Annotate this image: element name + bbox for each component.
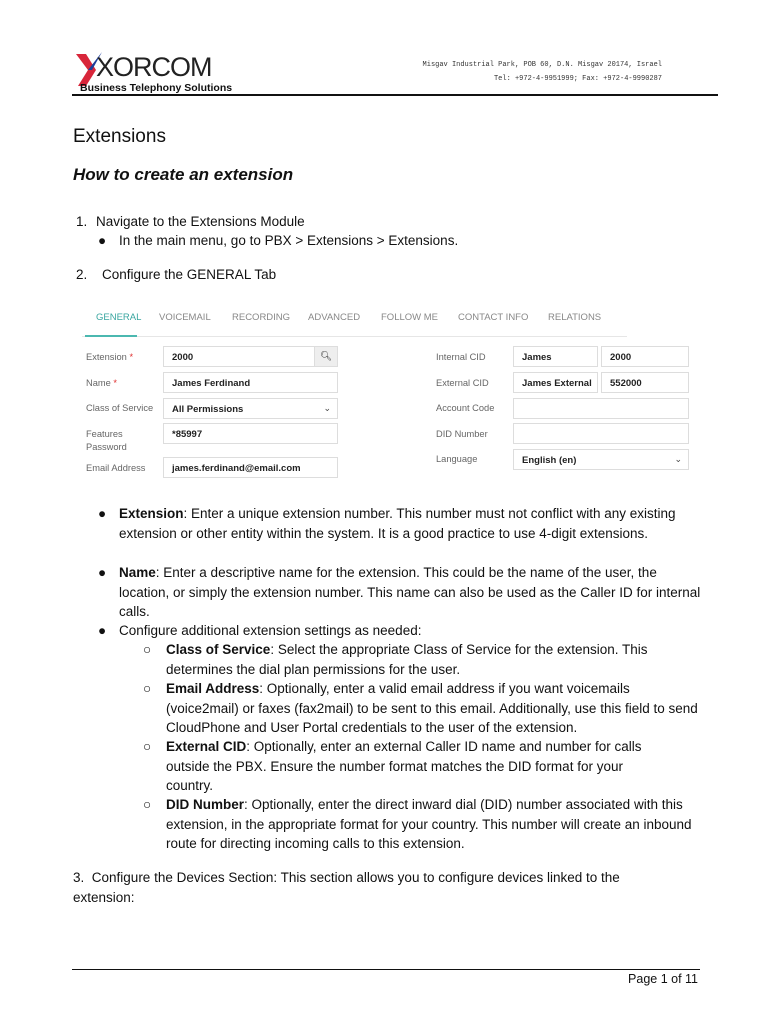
language-select[interactable]: English (en) ⌄ [513,449,689,470]
external-cid-label: External CID [436,378,489,388]
form-tabs [82,302,627,337]
tab-contact-info[interactable]: CONTACT INFO [458,312,529,323]
bullet-icon: ● [98,565,107,580]
circle-bullet-icon: ○ [143,642,152,657]
tab-follow-me[interactable]: FOLLOW ME [381,312,439,323]
subbullet-email-address: Email Address: Optionally, enter a valid email address if you want voicemails (voice2mail) or faxes (fax2mail) to be sent to this email. Additionally, use this field to send CloudPhone and User Portal credentials to the user of the extension. [166,681,698,735]
tab-relations[interactable]: RELATIONS [548,312,602,323]
did-number-label: DID Number [436,429,488,439]
bullet-icon: ● [98,506,107,521]
features-password-label: Features Password [86,429,127,452]
account-code-input[interactable] [513,398,689,419]
header-divider [72,94,718,96]
email-address-label: Email Address [86,463,146,473]
external-cid-name-input[interactable]: James External [513,372,598,393]
extension-form-screenshot [72,302,692,492]
section-subtitle: How to create an extension [73,165,294,184]
account-code-label: Account Code [436,403,495,413]
circle-bullet-icon: ○ [143,681,152,696]
did-number-input[interactable] [513,423,689,444]
bullet-extension: Extension: Enter a unique extension number. This number must not conflict with any existing extension or other entity within the system. It is a good practice to use 4-digit extensions. [119,506,676,541]
email-address-input[interactable]: james.ferdinand@email.com [163,457,338,478]
bullet-additional-settings: Configure additional extension settings as needed: [119,623,422,638]
logo-text: XORCOM [96,52,212,82]
step-1-bullet: In the main menu, go to PBX > Extensions > Extensions. [119,233,459,248]
page-title: Extensions [73,126,166,147]
name-input[interactable]: James Ferdinand [163,372,338,393]
tab-advanced[interactable]: ADVANCED [308,312,361,323]
class-of-service-select[interactable]: All Permissions ⌄ [163,398,338,419]
extension-label: Extension * [86,352,134,362]
tab-voicemail[interactable]: VOICEMAIL [159,312,211,323]
tab-general[interactable]: GENERAL [96,312,142,323]
logo-tagline: Business Telephony Solutions [80,82,233,94]
subbullet-did-number: DID Number: Optionally, enter the direct inward dial (DID) number associated with this extension, in the appropriate format for your country. This number will create an inbound route for directing incoming calls to this extension. [166,797,692,851]
internal-cid-label: Internal CID [436,352,486,362]
search-icon[interactable]: 🔍︎ [314,347,337,366]
chevron-down-icon: ⌄ [323,403,331,413]
features-password-input[interactable]: *85997 [163,423,338,444]
bullet-name: Name: Enter a descriptive name for the extension. This could be the name of the user, the location, or simply the extension number. This name can also be used as the Caller ID for internal calls. [119,565,701,619]
footer-divider [72,969,700,970]
tab-recording[interactable]: RECORDING [232,312,291,323]
active-tab-indicator [85,335,137,337]
class-of-service-label: Class of Service [86,403,154,413]
page-number: Page 1 of 11 [628,972,698,986]
language-label: Language [436,454,478,464]
bullet-icon: ● [98,233,107,248]
company-address: Misgav Industrial Park, POB 60, D.N. Misgav 20174, Israel [422,61,662,69]
bullet-icon: ● [98,623,107,638]
step-3: 3. Configure the Devices Section: This section allows you to configure devices linked to the extension: [73,870,620,905]
circle-bullet-icon: ○ [143,739,152,754]
external-cid-number-input[interactable]: 552000 [601,372,689,393]
step-1-text: Navigate to the Extensions Module [96,214,305,229]
internal-cid-number-input[interactable]: 2000 [601,346,689,367]
circle-bullet-icon: ○ [143,797,152,812]
company-contact: Tel: +972-4-9951999; Fax: +972-4-9990287 [493,75,662,83]
internal-cid-name-input[interactable]: James [513,346,598,367]
xorcom-logo [74,50,233,95]
extension-input[interactable]: 2000 🔍︎ [163,346,338,367]
subbullet-external-cid: External CID: Optionally, enter an external Caller ID name and number for calls outside the PBX. Ensure the number format matches the DID format for your country. [166,739,642,793]
step-2-text: Configure the GENERAL Tab [102,267,277,282]
chevron-down-icon: ⌄ [674,454,682,464]
step-2-number: 2. [76,267,88,282]
name-label: Name * [86,378,118,388]
step-1-number: 1. [76,214,88,229]
subbullet-class-of-service: Class of Service: Select the appropriate Class of Service for the extension. This determines the dial plan permissions for the user. [166,642,648,677]
